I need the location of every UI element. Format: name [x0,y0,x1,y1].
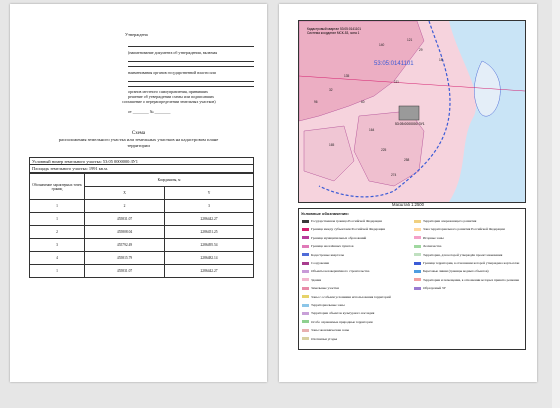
approval-line [128,66,254,67]
legend-swatch [302,270,309,273]
legend-label: Территории опережающего развития [423,219,477,223]
legend-item [414,278,519,282]
parcel-number: 140 [379,43,385,47]
legend-swatch [302,228,309,231]
x-cell: 455831.07 [85,265,165,278]
legend-item [414,236,444,240]
legend-item [302,278,321,282]
legend-swatch [414,220,421,223]
legend-label: Особо охраняемые природные территории [311,319,373,324]
legend-item [302,253,344,257]
map-note-1: Кадастровый квартал 53:05:0141101 [307,27,362,31]
parcel-area: Площадь земельного участка: 1991 кв.м. [29,165,254,173]
parcel-number: 135 [344,74,350,78]
legend-item [302,295,391,299]
point-cell: 2 [30,226,85,239]
legend-item [302,261,329,265]
legend-item [414,219,476,223]
legend-title: Условные обозначения: [301,211,349,216]
legend-label: Зона территориального развития Российской Федерации [423,227,505,232]
doc-subtitle: расположения земельного участка или земельных участков на кадастровом плане [58,137,219,142]
legend-label: Территории объектов культурного наследия [311,311,375,316]
y-cell: 2286495.54 [165,239,254,252]
legend-label: Охотничьи угодья [311,336,338,341]
map-canvas [299,21,525,202]
new-parcel [399,106,419,120]
legend-label: Граница между субъектами Российской Федерации [311,227,386,232]
y-cell: 2286442.27 [165,265,254,278]
legend-label: Кадастровые кварталы [311,252,344,257]
map-scale: Масштаб 1:2500 [392,202,424,207]
parcel-number: 258 [404,158,410,162]
doc-subtitle-2: территории [127,143,150,148]
approval-caption-3: органов местного самоуправления, принявших [128,89,209,94]
map-page [279,4,537,382]
legend-swatch [302,262,309,265]
legend-swatch [414,228,421,231]
legend-item [302,219,382,223]
legend-item [302,320,373,324]
parcel-number: 60 [361,100,365,104]
table-index-cell: 1 [30,200,85,213]
legend-label: Сооружения [311,261,329,265]
legend-swatch [414,287,421,290]
coordinates-table [29,173,254,278]
legend-swatch [302,236,309,239]
legend-item [302,244,353,248]
legend-swatch [302,220,309,223]
legend-label: Игорные зоны [423,235,444,240]
approval-caption-4: решение об утверждении схемы или подписавших [128,94,215,99]
legend-label: Зоны экономические зоны [311,328,350,333]
legend-item [302,286,339,290]
legend-label: Лесничества [423,244,442,249]
legend-label: Территория, для которой утверждён проект межевания [423,252,503,257]
legend-item [302,236,366,240]
y-cell: 2286442.27 [165,213,254,226]
approval-date: от ________ № ________ [128,109,171,114]
legend-label: Зоны с особыми условиями использования территорий [311,294,391,299]
doc-title: Схема [131,131,146,136]
table-row [30,213,254,226]
parcel-number: 18 [439,58,443,62]
legend-label: Государственная граница Российской Федерации [311,219,382,223]
table-row [30,226,254,239]
legend-swatch [414,236,421,239]
table-row [30,239,254,252]
table-row [30,265,254,278]
table-header-y: Y [165,187,254,200]
legend-swatch [302,295,309,298]
schema-page [10,4,267,382]
table-header-points: Обозначение характерных точек границ [30,174,85,200]
legend-swatch [302,253,309,256]
approval-caption-2: наименования органов государственной власти или [128,70,216,75]
legend-swatch [414,253,421,256]
table-header-coords: Координаты, м [85,174,254,187]
legend-swatch [302,337,309,340]
legend-swatch [414,262,421,265]
approval-line [128,81,254,82]
approval-line [128,46,254,47]
legend-item [414,253,502,257]
y-cell: 2286451.25 [165,226,254,239]
legend-item [302,311,374,315]
legend-item [302,303,345,307]
legend-label: Граница муниципальных образований [311,235,367,240]
legend-item [414,286,446,290]
point-cell: 1 [30,213,85,226]
legend-item [414,261,519,265]
legend [298,208,526,350]
legend-label: Территориальные зоны [311,303,345,307]
cadastral-map[interactable] [298,20,526,203]
parcel-number: 164 [369,128,375,132]
point-cell: 3 [30,239,85,252]
y-cell: 2286482.14 [165,252,254,265]
parcel-number: 96 [314,100,318,104]
legend-swatch [302,278,309,281]
legend-item [414,227,505,231]
legend-label: Земельные участки [311,286,339,291]
point-cell: 4 [30,252,85,265]
x-cell: 455792.49 [85,239,165,252]
legend-label: Здания [311,277,322,282]
map-note-2: Система координат МСК-53, зона 1 [307,31,360,35]
legend-swatch [302,287,309,290]
parcel-number: 29 [419,48,423,52]
new-parcel-label: 53:05:0000000:ЗУ1 [395,122,425,126]
approval-line [128,86,254,87]
legend-item [302,269,369,273]
parcel-number: 111 [394,80,399,84]
legend-swatch [414,278,421,281]
legend-label: Береговые линии (границы водных объектов) [423,269,489,274]
parcel-number: 225 [381,148,387,152]
approval-caption-5: соглашение о перераспределении земельных участков) [122,99,216,104]
legend-swatch [302,304,309,307]
legend-label: Образуемый ЗУ [423,286,446,291]
legend-swatch [302,245,309,248]
table-header-x: X [85,187,165,200]
x-cell: 455808.04 [85,226,165,239]
parcel-number: 165 [329,143,335,147]
legend-swatch [302,312,309,315]
legend-label: Объекты незавершённого строительства [311,269,370,274]
legend-swatch [302,320,309,323]
legend-item [302,328,349,332]
legend-label: Граница территории, в отношении которой утверждена карта-план [423,261,520,265]
conditional-number: Условный номер земельного участка: 53:05 0000000:ЗУ1 [29,157,254,165]
point-cell: 1 [30,265,85,278]
legend-item [414,244,441,248]
legend-item [302,337,337,341]
table-index-cell: 3 [165,200,254,213]
scrollbar[interactable] [552,0,560,408]
approve-label: Утверждена [125,32,148,37]
parcel-number: 121 [407,38,413,42]
parcel-number: 32 [329,88,333,92]
legend-swatch [414,270,421,273]
table-row [30,252,254,265]
legend-swatch [302,329,309,332]
parcel-number: 274 [391,173,397,177]
table-index-cell: 2 [85,200,165,213]
x-cell: 455815.79 [85,252,165,265]
legend-label: Граница населённых пунктов [311,244,354,249]
legend-item [302,227,385,231]
legend-item [414,269,489,273]
approval-caption-1: (наименование документа об утверждении, включая [128,50,218,55]
block-label: 53:05:0141101 [374,61,414,67]
x-cell: 455831.07 [85,213,165,226]
legend-label: Территории и помещения, в отношении которых принято решение [423,277,520,282]
approval-line [128,61,254,62]
legend-swatch [414,245,421,248]
